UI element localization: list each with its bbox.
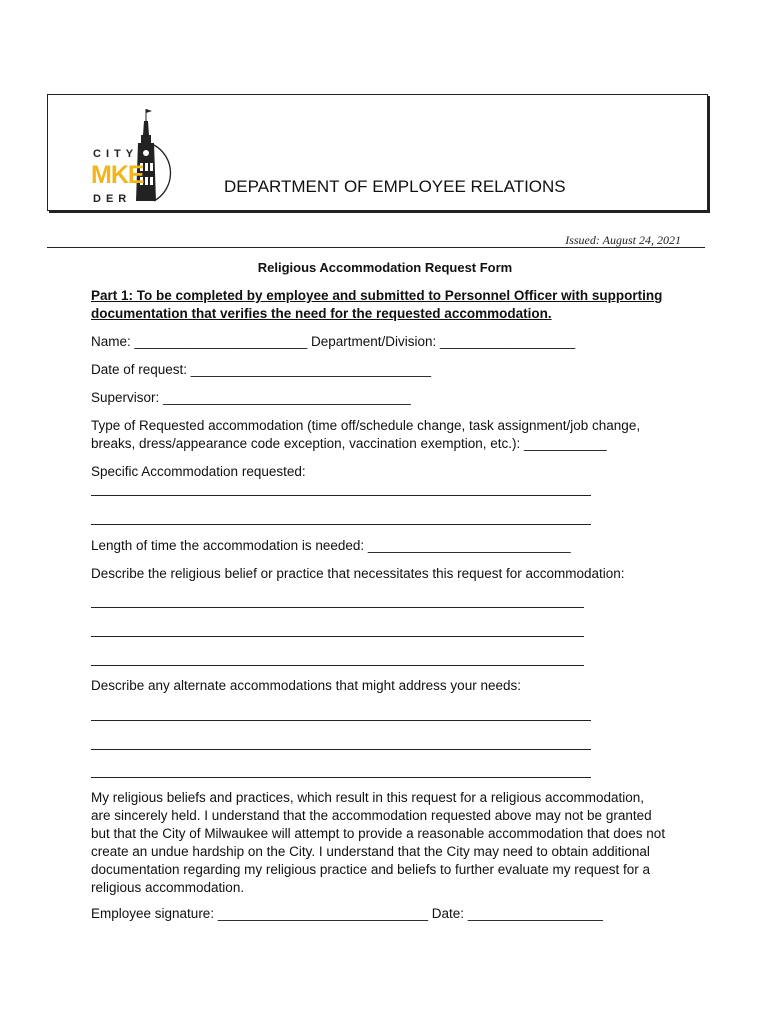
signature-date-field[interactable]: Employee signature: ____________________________ Date: __________________ <box>91 906 603 921</box>
accommodation-type-line1: Type of Requested accommodation (time off/schedule change, task assignment/job change, <box>91 418 641 433</box>
header-box <box>47 94 708 211</box>
accommodation-type-field[interactable]: breaks, dress/appearance code exception, vaccination exemption, etc.): ___________ <box>91 436 607 451</box>
specific-accommodation-blank-1[interactable] <box>91 495 591 496</box>
statement-line: create an undue hardship on the City. I understand that the City may need to obtain additional <box>91 844 650 859</box>
statement-line: documentation regarding my religious practice and beliefs to further evaluate my request for a <box>91 862 651 877</box>
statement-line: My religious beliefs and practices, which result in this request for a religious accommodation, <box>91 790 645 805</box>
religious-belief-blank-2[interactable] <box>91 636 584 637</box>
part1-instruction-line2: documentation that verifies the need for the requested accommodation. <box>91 306 552 321</box>
part1-instruction-line1: Part 1: To be completed by employee and submitted to Personnel Officer with supporting <box>91 288 663 303</box>
department-title: DEPARTMENT OF EMPLOYEE RELATIONS <box>224 177 566 196</box>
alternate-accommodations-blank-2[interactable] <box>91 749 591 750</box>
specific-accommodation-label: Specific Accommodation requested: <box>91 464 306 479</box>
length-of-time-field[interactable]: Length of time the accommodation is needed: ___________________________ <box>91 538 571 553</box>
name-department-field[interactable]: Name: _______________________ Department/Division: __________________ <box>91 334 576 349</box>
alternate-accommodations-blank-1[interactable] <box>91 720 591 721</box>
logo-der-text: DER <box>93 193 132 205</box>
statement-line: are sincerely held. I understand that the accommodation requested above may not be granted <box>91 808 652 823</box>
religious-belief-label: Describe the religious belief or practice that necessitates this request for accommodation: <box>91 566 625 581</box>
supervisor-field[interactable]: Supervisor: _________________________________ <box>91 390 411 405</box>
statement-line: religious accommodation. <box>91 880 245 895</box>
alternate-accommodations-blank-3[interactable] <box>91 777 591 778</box>
city-mke-der-logo <box>88 105 178 207</box>
statement-line: but that the City of Milwaukee will attempt to provide a reasonable accommodation that does not <box>91 826 666 841</box>
date-of-request-field[interactable]: Date of request: ________________________________ <box>91 362 432 377</box>
alternate-accommodations-label: Describe any alternate accommodations that might address your needs: <box>91 678 521 693</box>
specific-accommodation-blank-2[interactable] <box>91 524 591 525</box>
issued-date: Issued: August 24, 2021 <box>565 233 681 247</box>
logo-city-text: CITY <box>93 148 139 160</box>
logo-mke-text: MKE <box>91 161 144 189</box>
religious-belief-blank-1[interactable] <box>91 607 584 608</box>
form-title: Religious Accommodation Request Form <box>257 260 513 275</box>
religious-belief-blank-3[interactable] <box>91 665 584 666</box>
